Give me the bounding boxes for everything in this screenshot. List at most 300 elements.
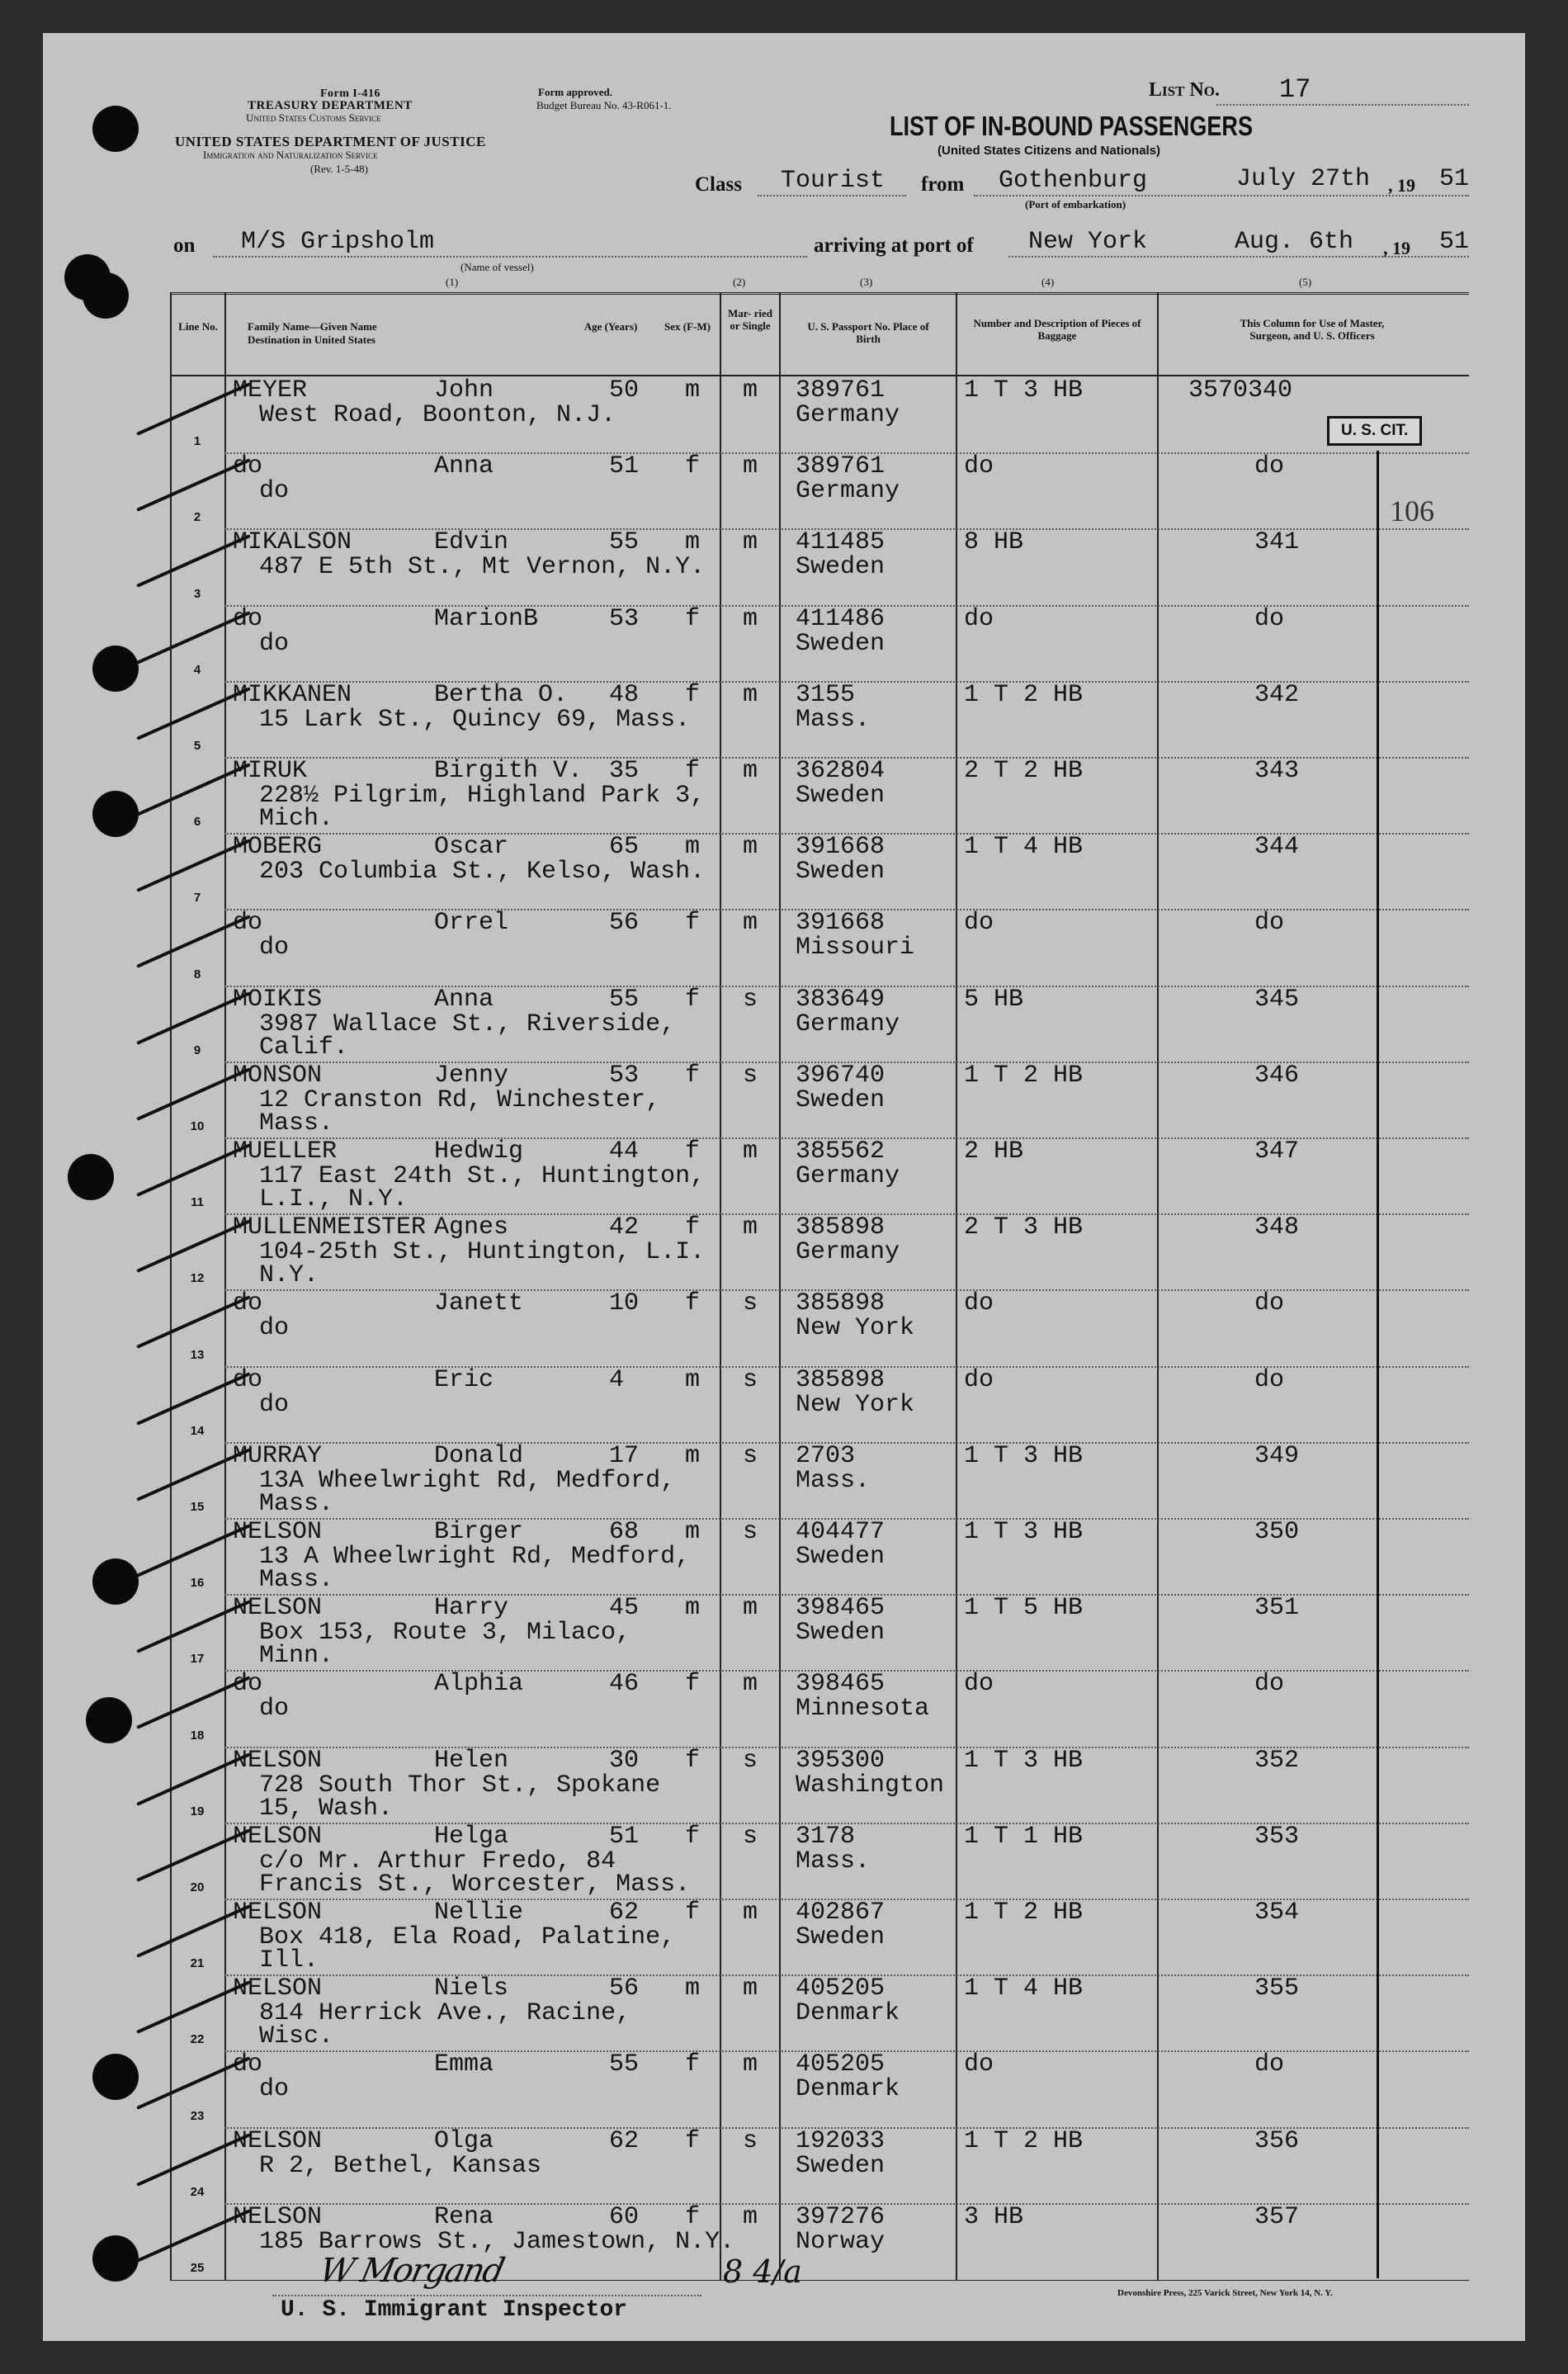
inspector-line (272, 2295, 701, 2296)
cell-baggage: 1 T 3 HB (964, 1518, 1084, 1546)
line-number: 5 (193, 739, 201, 753)
header-sex: Sex (F-M) (664, 320, 711, 333)
cell-age: 51 (609, 452, 640, 481)
port-embark-caption: (Port of embarkation) (1025, 198, 1126, 210)
cell-officer: 357 (1254, 2202, 1300, 2231)
cell-age: 60 (609, 2202, 640, 2231)
cell-birth: Missouri (796, 934, 915, 962)
line-number: 20 (190, 1880, 205, 1894)
list-no-line (1216, 104, 1469, 106)
cell-dest: 814 Herrick Ave., Racine, (259, 1999, 631, 2028)
line-number: 8 (193, 967, 201, 981)
cell-age: 53 (609, 1061, 640, 1090)
cell-passport: 385562 (796, 1137, 886, 1166)
header-officers: This Column for Use of Master, Surgeon, and U. S. Officers (1240, 317, 1385, 342)
port-of-embarkation: Gothenburg (999, 167, 1148, 195)
cell-dest2: Mass. (259, 1489, 334, 1518)
line-number: 13 (190, 1347, 205, 1362)
cell-baggage: 1 T 2 HB (964, 1899, 1084, 1927)
cell-baggage: 2 T 3 HB (964, 1213, 1084, 1242)
cell-sex: f (685, 1822, 701, 1851)
cell-passport: 395300 (796, 1746, 886, 1775)
on-label: on (173, 234, 196, 257)
cell-given: Alphia (434, 1670, 524, 1699)
cell-given: Donald (434, 1441, 524, 1470)
col-border (224, 292, 226, 2280)
class-value: Tourist (781, 167, 886, 195)
cell-passport: 3178 (796, 1822, 856, 1851)
cell-ms: s (743, 1746, 758, 1775)
line-number: 11 (191, 1195, 204, 1210)
cell-dest: 15 Lark St., Quincy 69, Mass. (259, 705, 691, 734)
col-num-4: (4) (1041, 276, 1055, 288)
cell-passport: 404477 (796, 1518, 886, 1546)
line-number: 16 (190, 1576, 205, 1591)
cell-dest: do (259, 1695, 290, 1724)
cell-family: NELSON (233, 2202, 323, 2231)
cell-dest: do (259, 934, 290, 962)
cell-age: 53 (609, 604, 640, 633)
cell-family: do (233, 452, 263, 481)
arrival-date: Aug. 6th (1235, 228, 1354, 256)
punch-hole (92, 646, 139, 692)
cell-passport: 405205 (796, 1974, 886, 2003)
cell-family: MURRAY (233, 1441, 323, 1470)
cell-given: Birger (434, 1518, 524, 1546)
table-top-border (170, 292, 1469, 295)
cell-sex: f (685, 604, 701, 633)
cell-ms: m (743, 680, 758, 709)
arrival-year: 51 (1439, 228, 1470, 256)
printer-credit: Devonshire Press, 225 Varick Street, New York 14, N. Y. (1117, 2288, 1333, 2298)
cell-age: 35 (609, 757, 640, 785)
cell-passport: 385898 (796, 1289, 886, 1318)
cell-birth: Denmark (796, 2075, 900, 2104)
cell-family: do (233, 1365, 263, 1394)
cell-sex: f (685, 2126, 701, 2155)
cell-ms: s (743, 985, 758, 1014)
punch-hole (92, 791, 139, 837)
cell-age: 46 (609, 1670, 640, 1699)
cell-sex: f (685, 1137, 701, 1166)
cell-passport: 391668 (796, 833, 886, 862)
cell-passport: 398465 (796, 1594, 886, 1623)
cell-officer: 355 (1254, 1974, 1300, 2003)
cell-baggage: 1 T 2 HB (964, 1061, 1084, 1090)
cell-given: Edvin (434, 528, 509, 557)
cell-baggage: 1 T 2 HB (964, 2126, 1084, 2155)
cell-ms: m (743, 1670, 758, 1699)
cell-baggage: 1 T 5 HB (964, 1594, 1084, 1623)
col-border (956, 292, 957, 2280)
cell-sex: m (685, 1441, 701, 1470)
cell-ms: m (743, 376, 758, 404)
col-border (779, 292, 781, 2280)
cell-passport: 3155 (796, 680, 856, 709)
cell-family: NELSON (233, 1518, 323, 1546)
cell-given: John (434, 376, 494, 404)
cell-dest: 13A Wheelwright Rd, Medford, (259, 1466, 676, 1495)
cell-age: 65 (609, 833, 640, 862)
col-num-5: (5) (1299, 276, 1312, 288)
cell-sex: f (685, 1670, 701, 1699)
cell-birth: Minnesota (796, 1695, 930, 1724)
cell-baggage: do (964, 604, 994, 633)
cell-family: MOIKIS (233, 985, 323, 1014)
cell-age: 56 (609, 1974, 640, 2003)
cell-ms: m (743, 833, 758, 862)
cell-age: 48 (609, 680, 640, 709)
class-label: Class (695, 173, 742, 196)
cell-family: do (233, 2050, 263, 2079)
cell-ms: m (743, 1213, 758, 1242)
vessel-caption: (Name of vessel) (460, 261, 534, 273)
cell-sex: m (685, 528, 701, 557)
cell-family: MEYER (233, 376, 308, 404)
cell-dest: 228½ Pilgrim, Highland Park 3, (259, 782, 706, 810)
cell-birth: Washington (796, 1771, 945, 1799)
cell-officer: 348 (1254, 1213, 1300, 1242)
cell-ms: m (743, 528, 758, 557)
cell-age: 55 (609, 2050, 640, 2079)
cell-family: NELSON (233, 1822, 323, 1851)
cell-ms: s (743, 2126, 758, 2155)
cell-given: Agnes (434, 1213, 509, 1242)
cell-given: Anna (434, 985, 494, 1014)
punch-hole (86, 1697, 132, 1743)
cell-birth: Sweden (796, 782, 886, 810)
class-line (758, 195, 906, 196)
line-number: 9 (193, 1043, 201, 1057)
cell-given: Helga (434, 1822, 509, 1851)
cell-age: 30 (609, 1746, 640, 1775)
cell-birth: Germany (796, 1238, 900, 1267)
cell-officer: 3570340 (1188, 376, 1293, 404)
from-label: from (921, 173, 965, 196)
cell-dest: do (259, 1314, 290, 1343)
cell-family: NELSON (233, 1974, 323, 2003)
cell-given: Birgith V. (434, 757, 583, 785)
cell-birth: Germany (796, 1162, 900, 1190)
cell-dest: 185 Barrows St., Jamestown, N.Y. (259, 2227, 735, 2256)
cell-ms: m (743, 909, 758, 938)
cell-baggage: do (964, 2050, 994, 2079)
line-number: 17 (190, 1652, 205, 1667)
cell-birth: Sweden (796, 858, 886, 887)
cell-baggage: do (964, 1670, 994, 1699)
arrival-port: New York (1028, 228, 1148, 256)
cell-birth: Sweden (796, 2151, 886, 2180)
customs-service: United States Customs Service (246, 111, 381, 124)
cell-age: 51 (609, 1822, 640, 1851)
arrival-year-prefix: , 19 (1383, 238, 1410, 258)
cell-family: NELSON (233, 1899, 323, 1927)
cell-dest2: Mass. (259, 1566, 334, 1594)
col-num-1: (1) (446, 276, 459, 288)
punch-hole (92, 1558, 139, 1605)
cell-dest2: Wisc. (259, 2022, 334, 2051)
cell-officer: 354 (1254, 1899, 1300, 1927)
initials: 8 4/a (723, 2253, 802, 2290)
cell-officer: do (1254, 909, 1285, 938)
line-number: 19 (190, 1804, 205, 1818)
cell-family: NELSON (233, 2126, 323, 2155)
revision: (Rev. 1-5-48) (310, 163, 368, 175)
line-number: 14 (190, 1423, 205, 1438)
cell-baggage: 1 T 3 HB (964, 1441, 1084, 1470)
inspector-label: U. S. Immigrant Inspector (281, 2297, 628, 2323)
cell-given: Helen (434, 1746, 509, 1775)
cell-officer: 351 (1254, 1594, 1300, 1623)
header-passport: U. S. Passport No. Place of Birth (807, 320, 929, 345)
cell-passport: 411485 (796, 528, 886, 557)
cell-birth: Mass. (796, 705, 871, 734)
cell-family: MONSON (233, 1061, 323, 1090)
cell-sex: m (685, 833, 701, 862)
cell-birth: Germany (796, 401, 900, 429)
punch-hole (68, 1154, 114, 1200)
cell-sex: f (685, 2202, 701, 2231)
cell-baggage: do (964, 452, 994, 481)
line-number: 3 (193, 586, 201, 601)
cell-dest: 203 Columbia St., Kelso, Wash. (259, 858, 706, 887)
cell-ms: m (743, 1899, 758, 1927)
cell-family: MIRUK (233, 757, 308, 785)
header-married: Mar- ried or Single (727, 307, 773, 332)
cell-age: 62 (609, 2126, 640, 2155)
cell-ms: m (743, 452, 758, 481)
form-approved: Form approved. (538, 86, 613, 98)
cell-age: 68 (609, 1518, 640, 1546)
punch-hole (83, 272, 129, 319)
stamp-arrow-line (1377, 451, 1379, 2278)
cell-baggage: 1 T 4 HB (964, 833, 1084, 862)
cell-officer: do (1254, 1670, 1285, 1699)
punch-hole (92, 106, 139, 152)
cell-birth: Germany (796, 477, 900, 506)
cell-age: 17 (609, 1441, 640, 1470)
cell-ms: s (743, 1518, 758, 1546)
form-subtitle: (United States Citizens and Nationals) (937, 144, 1161, 158)
cell-given: Hedwig (434, 1137, 524, 1166)
cell-passport: 402867 (796, 1899, 886, 1927)
cell-sex: m (685, 1974, 701, 2003)
cell-sex: f (685, 1289, 701, 1318)
cell-passport: 385898 (796, 1213, 886, 1242)
cell-ms: m (743, 1594, 758, 1623)
embark-date: July 27th (1236, 165, 1371, 193)
cell-dest: c/o Mr. Arthur Fredo, 84 (259, 1847, 616, 1875)
cell-age: 42 (609, 1213, 640, 1242)
treasury-dept: TREASURY DEPARTMENT (248, 99, 413, 112)
cell-birth: New York (796, 1314, 915, 1343)
cell-officer: 346 (1254, 1061, 1300, 1090)
cell-dest: 13 A Wheelwright Rd, Medford, (259, 1543, 691, 1571)
line-number: 2 (193, 510, 201, 525)
line-number: 15 (190, 1500, 205, 1514)
cell-given: Oscar (434, 833, 509, 862)
cell-sex: f (685, 1746, 701, 1775)
cell-given: Bertha O. (434, 680, 569, 709)
cell-age: 44 (609, 1137, 640, 1166)
cell-officer: 342 (1254, 680, 1300, 709)
cell-passport: 362804 (796, 757, 886, 785)
cell-passport: 405205 (796, 2050, 886, 2079)
cell-sex: m (685, 1594, 701, 1623)
cell-passport: 411486 (796, 604, 886, 633)
cell-dest: 117 East 24th St., Huntington, (259, 1162, 706, 1190)
cell-dest2: Ill. (259, 1946, 319, 1974)
punch-hole (92, 2054, 139, 2100)
line-number: 23 (190, 2108, 205, 2123)
cell-officer: 345 (1254, 985, 1300, 1014)
cell-age: 55 (609, 985, 640, 1014)
cell-dest2: Minn. (259, 1642, 334, 1671)
line-number: 1 (193, 434, 201, 449)
cell-passport: 389761 (796, 452, 886, 481)
cell-dest2: Calif. (259, 1033, 349, 1062)
us-cit-stamp: U. S. CIT. (1327, 416, 1422, 446)
cell-officer: do (1254, 452, 1285, 481)
cell-dest2: Mich. (259, 805, 334, 833)
cell-sex: f (685, 1061, 701, 1090)
cell-sex: f (685, 452, 701, 481)
budget-bureau: Budget Bureau No. 43-R061-1. (536, 99, 672, 111)
cell-dest2: 15, Wash. (259, 1794, 394, 1823)
cell-baggage: 1 T 3 HB (964, 1746, 1084, 1775)
cell-officer: 352 (1254, 1746, 1300, 1775)
cell-dest2: Mass. (259, 1109, 334, 1137)
line-number: 7 (193, 891, 201, 906)
cell-birth: Sweden (796, 1619, 886, 1648)
cell-passport: 396740 (796, 1061, 886, 1090)
cell-age: 55 (609, 528, 640, 557)
cell-passport: 389761 (796, 376, 886, 404)
cell-baggage: 2 T 2 HB (964, 757, 1084, 785)
vessel-line (213, 256, 807, 258)
cell-given: Jenny (434, 1061, 509, 1090)
cell-birth: Mass. (796, 1847, 871, 1875)
cell-dest: 104-25th St., Huntington, L.I. (259, 1238, 706, 1267)
cell-officer: do (1254, 2050, 1285, 2079)
cell-dest: 487 E 5th St., Mt Vernon, N.Y. (259, 553, 706, 582)
cell-dest: West Road, Boonton, N.J. (259, 401, 616, 429)
header-name: Family Name—Given Name (248, 320, 377, 333)
cell-dest: 728 South Thor St., Spokane (259, 1771, 661, 1799)
cell-passport: 385898 (796, 1365, 886, 1394)
cell-sex: m (685, 1365, 701, 1394)
col-num-3: (3) (860, 276, 873, 288)
cell-sex: f (685, 757, 701, 785)
embark-year: 51 (1439, 165, 1470, 193)
cell-officer: do (1254, 1289, 1285, 1318)
form-title: LIST OF IN-BOUND PASSENGERS (890, 111, 1254, 141)
cell-baggage: do (964, 1289, 994, 1318)
cell-officer: 343 (1254, 757, 1300, 785)
cell-birth: Mass. (796, 1466, 871, 1495)
cell-dest: do (259, 629, 290, 658)
line-number: 22 (190, 2032, 205, 2047)
cell-ms: m (743, 1974, 758, 2003)
cell-dest2: N.Y. (259, 1261, 319, 1290)
cell-given: Olga (434, 2126, 494, 2155)
cell-given: Orrel (434, 909, 509, 938)
cell-officer: 356 (1254, 2126, 1300, 2155)
line-number: 12 (190, 1271, 205, 1286)
cell-officer: do (1254, 604, 1285, 633)
col-border (1157, 292, 1159, 2280)
cell-baggage: 2 HB (964, 1137, 1024, 1166)
line-number: 6 (193, 815, 201, 830)
cell-age: 10 (609, 1289, 640, 1318)
cell-given: Eric (434, 1365, 494, 1394)
ins-service: Immigration and Naturalization Service (203, 149, 378, 161)
line-number: 4 (193, 662, 201, 677)
header-destination: Destination in United States (248, 333, 375, 346)
cell-dest: do (259, 477, 290, 506)
cell-age: 56 (609, 909, 640, 938)
cell-ms: s (743, 1061, 758, 1090)
cell-sex: f (685, 680, 701, 709)
header-age: Age (Years) (583, 320, 638, 333)
cell-birth: Sweden (796, 553, 886, 582)
line-number: 18 (190, 1728, 205, 1743)
cell-given: Janett (434, 1289, 524, 1318)
cell-dest: 3987 Wallace St., Riverside, (259, 1010, 676, 1038)
cell-given: Emma (434, 2050, 494, 2079)
cell-given: Rena (434, 2202, 494, 2231)
cell-passport: 2703 (796, 1441, 856, 1470)
vessel-name: M/S Gripsholm (241, 228, 435, 256)
header-baggage: Number and Description of Pieces of Baggage (973, 317, 1141, 342)
cell-ms: s (743, 1441, 758, 1470)
cell-baggage: 8 HB (964, 528, 1024, 557)
cell-age: 50 (609, 376, 640, 404)
cell-dest: R 2, Bethel, Kansas (259, 2151, 542, 2180)
cell-dest: Box 153, Route 3, Milaco, (259, 1619, 631, 1648)
header-line-no: Line No. (178, 320, 218, 333)
cell-dest: Box 418, Ela Road, Palatine, (259, 1923, 676, 1951)
cell-birth: Norway (796, 2227, 886, 2256)
cell-officer: 350 (1254, 1518, 1300, 1546)
cell-sex: m (685, 376, 701, 404)
cell-passport: 391668 (796, 909, 886, 938)
cell-ms: s (743, 1289, 758, 1318)
cell-family: MUELLER (233, 1137, 338, 1166)
cell-baggage: do (964, 1365, 994, 1394)
cell-family: MOBERG (233, 833, 323, 862)
cell-family: NELSON (233, 1594, 323, 1623)
cell-sex: f (685, 2050, 701, 2079)
cell-sex: m (685, 1518, 701, 1546)
cell-age: 4 (609, 1365, 625, 1394)
list-no: 17 (1279, 74, 1311, 105)
cell-ms: m (743, 2202, 758, 2231)
cell-ms: m (743, 757, 758, 785)
arriving-label: arriving at port of (814, 234, 974, 257)
cell-given: Nellie (434, 1899, 524, 1927)
cell-officer: do (1254, 1365, 1285, 1394)
cell-birth: Sweden (796, 1923, 886, 1951)
cell-family: do (233, 1670, 263, 1699)
cell-sex: f (685, 1899, 701, 1927)
col-border (170, 292, 172, 2280)
page-annotation: 106 (1390, 494, 1434, 527)
cell-baggage: 1 T 3 HB (964, 376, 1084, 404)
cell-dest: 12 Cranston Rd, Winchester, (259, 1085, 661, 1114)
cell-given: Anna (434, 452, 494, 481)
cell-birth: Denmark (796, 1999, 900, 2028)
